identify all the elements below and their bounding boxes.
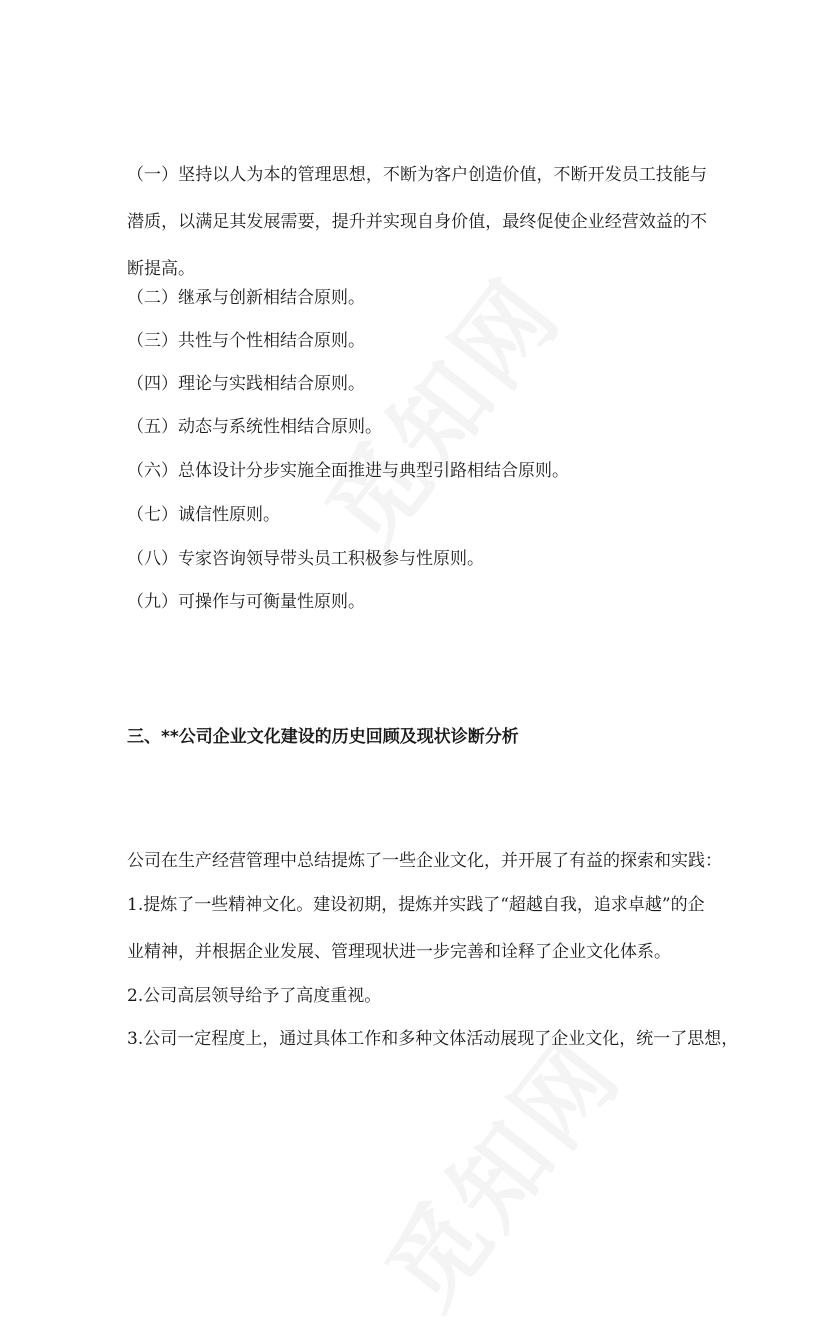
principle-6: （六）总体设计分步实施全面推进与典型引路相结合原则。	[127, 461, 569, 481]
section-point-3: 3.公司一定程度上，通过具体工作和多种文体活动展现了企业文化，统一了思想，	[127, 1029, 739, 1049]
section-intro: 公司在生产经营管理中总结提炼了一些企业文化，并开展了有益的探索和实践：	[127, 851, 722, 871]
section-point-1: 1.提炼了一些精神文化。建设初期，提炼并实践了“超越自我，追求卓越”的企业精神，并根据企业发展、管理现状进一步完善和诠释了企业文化体系。	[127, 895, 705, 962]
principle-5: （五）动态与系统性相结合原则。	[127, 417, 382, 437]
principle-3: （三）共性与个性相结合原则。	[127, 331, 365, 351]
principle-2: （二）继承与创新相结合原则。	[127, 288, 365, 308]
principle-8: （八）专家咨询领导带头员工积极参与性原则。	[127, 549, 484, 569]
principle-4: （四）理论与实践相结合原则。	[127, 374, 365, 394]
watermark-bottom	[350, 1006, 646, 1331]
principle-9: （九）可操作与可衡量性原则。	[127, 592, 365, 612]
section-point-2: 2.公司高层领导给予了高度重视。	[127, 986, 382, 1006]
principle-1: （一）坚持以人为本的管理思想，不断为客户创造价值，不断开发员工技能与潜质，以满足其发展需要，提升并实现自身价值，最终促使企业经营效益的不断提高。	[127, 165, 707, 279]
section-heading: 三、**公司企业文化建设的历史回顾及现状诊断分析	[127, 727, 519, 747]
principle-7: （七）诚信性原则。	[127, 505, 280, 525]
